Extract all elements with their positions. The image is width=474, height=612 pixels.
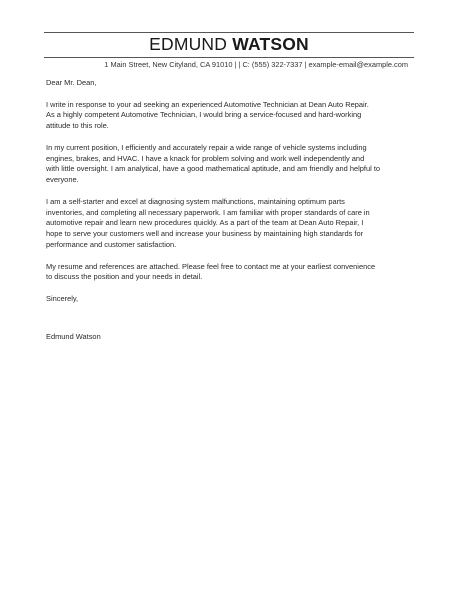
applicant-last-name: WATSON: [232, 34, 309, 54]
signature-name: Edmund Watson: [46, 331, 101, 341]
paragraph-4: [46, 262, 426, 284]
paragraph-line: hope to serve your customers well and increase your business by maintaining high standards for: [46, 229, 364, 239]
applicant-name: [44, 32, 414, 57]
paragraph-3: [46, 197, 426, 251]
paragraph-line: engines, brakes, and HVAC. I have a knack for problem solving and work well independently and: [46, 153, 365, 163]
paragraph-line: I write in response to your ad seeking an experienced Automotive Technician at Dean Auto Repair.: [46, 99, 369, 109]
paragraph-line: As a highly competent Automotive Technician, I would bring a service-focused and hard-working: [46, 110, 362, 120]
paragraph-1: [46, 100, 426, 132]
paragraph-line: attitude to this role.: [46, 121, 109, 131]
paragraph-line: I am a self-starter and excel at diagnosing system malfunctions, maintaining optimum parts: [46, 196, 345, 206]
letter-body: [46, 78, 426, 353]
signature-space: [46, 316, 426, 332]
applicant-first-name: EDMUND: [149, 34, 228, 54]
paragraph-line: to discuss the position and your needs in detail.: [46, 272, 203, 282]
salutation: Dear Mr. Dean,: [46, 78, 97, 87]
paragraph-line: everyone.: [46, 175, 79, 185]
paragraph-line: performance and customer satisfaction.: [46, 239, 177, 249]
paragraph-line: In my current position, I efficiently and accurately repair a wide range of vehicle systems including: [46, 142, 367, 152]
header-bottom-rule: [44, 57, 414, 58]
contact-line: 1 Main Street, New Cityland, CA 91010 | | C: (555) 322-7337 | example-email@example.com: [104, 60, 408, 69]
paragraph-line: inventories, and completing all necessary paperwork. I am familiar with proper standards of care in: [46, 207, 370, 217]
paragraph-line: with little oversight. I am analytical, have a good mathematical aptitude, and am friendly and helpful to: [46, 164, 381, 174]
paragraph-line: My resume and references are attached. Please feel free to contact me at your earliest convenience: [46, 261, 376, 271]
paragraph-line: automotive repair and learn new procedures quickly. As a part of the team at Dean Auto Repair, I: [46, 218, 364, 228]
paragraph-2: [46, 143, 426, 186]
closing: Sincerely,: [46, 293, 79, 303]
